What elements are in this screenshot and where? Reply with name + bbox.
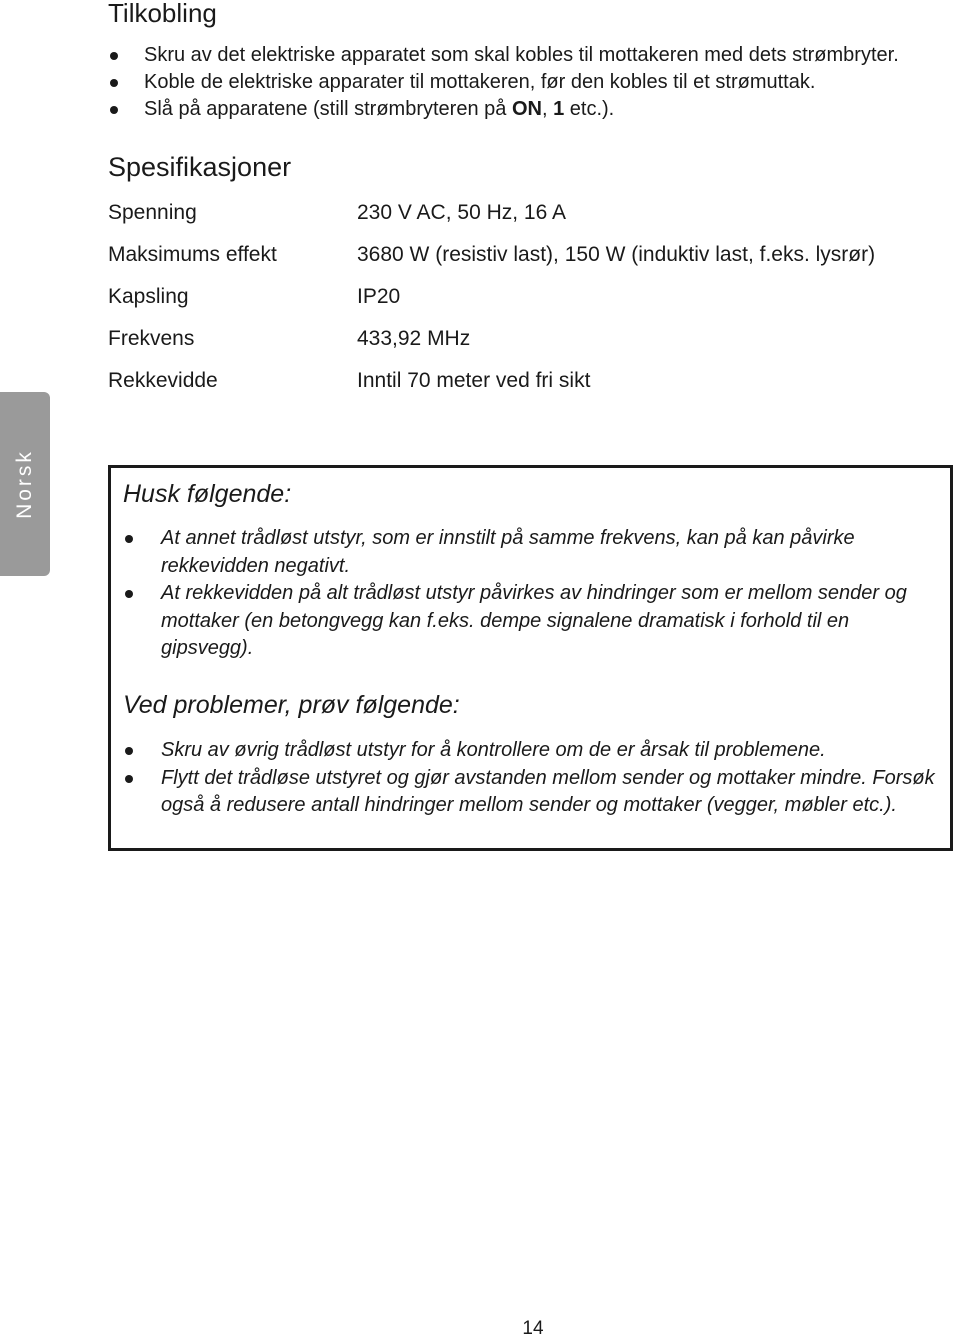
one-label: 1 bbox=[553, 98, 565, 120]
husk-list bbox=[123, 525, 942, 663]
spec-label: Spenning bbox=[108, 201, 197, 224]
section-title-spesifikasjoner: Spesifikasjoner bbox=[108, 152, 292, 182]
language-tab-label: Norsk bbox=[13, 449, 36, 519]
problem-list bbox=[123, 737, 942, 820]
list-item: At rekkevidden på alt trådløst utstyr påvirkes av hindringer som er mellom sender og mottaker (en betongvegg kan f.eks. dempe signalene dramatisk i forhold til en gipsvegg). bbox=[123, 580, 942, 663]
spec-value: 230 V AC, 50 Hz, 16 A bbox=[357, 201, 566, 224]
spec-label: Kapsling bbox=[108, 285, 189, 308]
husk-title: Husk følgende: bbox=[123, 480, 292, 508]
notice-box bbox=[108, 465, 953, 851]
language-tab bbox=[0, 392, 50, 576]
spec-label: Maksimums effekt bbox=[108, 243, 277, 266]
list-item: Skru av øvrig trådløst utstyr for å kontrollere om de er årsak til problemene. bbox=[123, 737, 942, 765]
list-item: Skru av det elektriske apparatet som skal kobles til mottakeren med dets strømbryter. bbox=[108, 42, 899, 69]
on-label: ON bbox=[511, 98, 542, 120]
spec-value: Inntil 70 meter ved fri sikt bbox=[357, 369, 591, 392]
spec-row bbox=[108, 239, 948, 281]
list-item: At annet trådløst utstyr, som er innstilt på samme frekvens, kan på kan påvirke rekkevidden negativt. bbox=[123, 525, 942, 580]
list-item-text: etc.). bbox=[564, 98, 615, 120]
spec-value: 3680 W (resistiv last), 150 W (induktiv last, f.eks. lysrør) bbox=[357, 243, 876, 266]
list-item: Koble de elektriske apparater til mottakeren, før den kobles til et strømuttak. bbox=[108, 69, 899, 96]
tilkobling-list bbox=[108, 42, 899, 123]
list-item-text: , bbox=[541, 98, 554, 120]
page-number: 14 bbox=[522, 1318, 544, 1339]
list-item bbox=[108, 96, 899, 123]
spec-label: Frekvens bbox=[108, 327, 195, 350]
list-item-text: Slå på apparatene (still strømbryteren på bbox=[144, 98, 512, 120]
section-title-tilkobling: Tilkobling bbox=[108, 0, 217, 28]
spec-table bbox=[108, 197, 948, 407]
list-item: Flytt det trådløse utstyret og gjør avstanden mellom sender og mottaker mindre. Forsøk også å redusere antall hindringer mellom sender og mottaker (vegger, møbler etc.). bbox=[123, 765, 942, 820]
spec-label: Rekkevidde bbox=[108, 369, 218, 392]
spec-row bbox=[108, 365, 948, 407]
spec-value: IP20 bbox=[357, 285, 401, 308]
spec-row bbox=[108, 323, 948, 365]
problem-title: Ved problemer, prøv følgende: bbox=[123, 691, 460, 719]
spec-row bbox=[108, 197, 948, 239]
spec-row bbox=[108, 281, 948, 323]
spec-value: 433,92 MHz bbox=[357, 327, 471, 350]
